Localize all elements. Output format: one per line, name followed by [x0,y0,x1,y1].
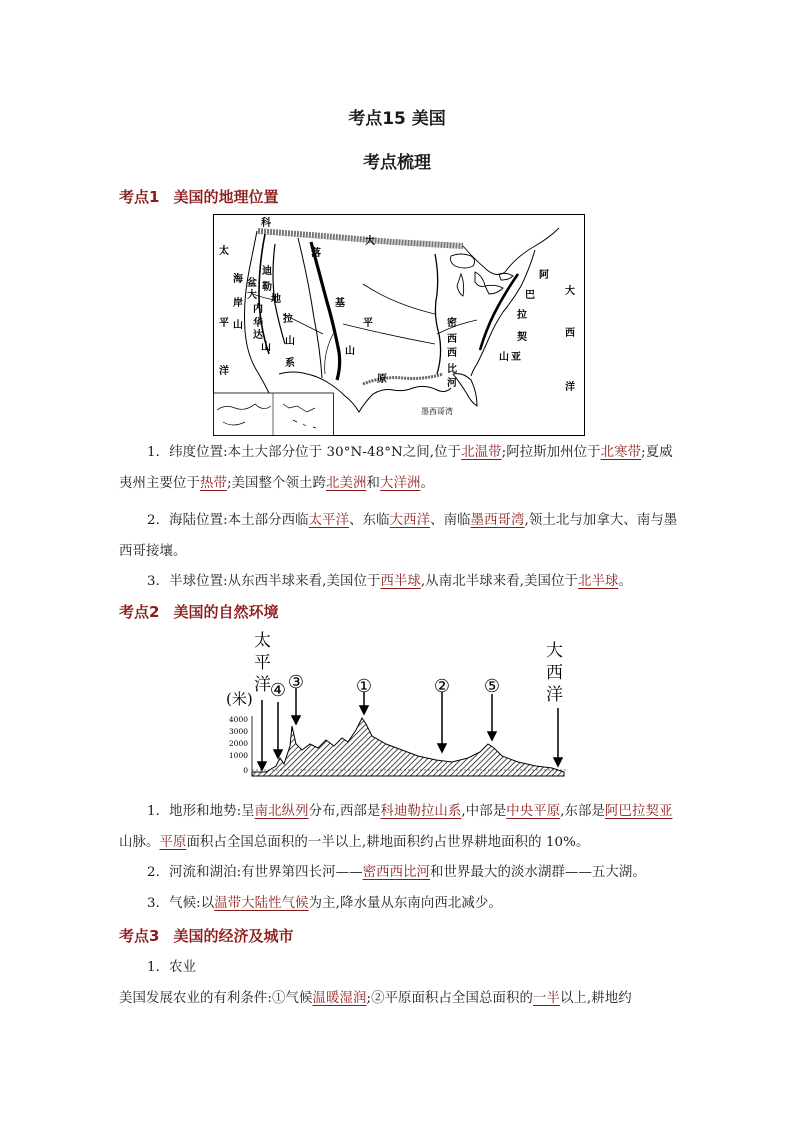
map-label: 洋 [565,382,575,393]
page-subtitle: 考点梳理 [363,153,431,173]
profile-right-ocean-char: 西 [546,663,563,683]
sec1-p1-text: ;阿拉斯加州位于 [501,445,601,460]
answer-blank: 密西西比河 [362,865,431,880]
answer-blank: 太平洋 [308,513,350,528]
usa-map-figure [213,214,585,440]
map-label: 阿 [539,270,549,281]
terrain-profile [226,626,572,786]
sec1-p3-text: ,从南北半球来看,美国位于 [420,574,579,589]
profile-tick: 3000 [228,727,248,736]
sec1-paragraph-3 [119,566,679,597]
sec3-p2-text: ;②平原面积占全国总面积的 [366,991,533,1006]
sec1-p3-text: 。 [618,574,633,589]
sec3-p2-text: 美国发展农业的有利条件:①气候 [119,991,313,1006]
answer-blank: 阿巴拉契亚 [605,804,673,819]
answer-blank: 热带 [199,476,227,491]
profile-left-ocean-char: 洋 [254,675,271,695]
profile-left-ocean-char: 平 [254,653,271,673]
map-label: 科 [261,218,271,229]
answer-blank: 西半球 [380,574,421,589]
sec1-p1-text: ;美国整个领土跨 [226,476,326,491]
section-2-title: 美国的自然环境 [173,603,279,621]
section-1-number: 考点1 [119,188,160,206]
sec2-p1-text: 山脉。 [119,835,160,850]
sec3-paragraph-2 [119,983,679,1014]
map-label: 西 [447,348,457,359]
section-1-heading [119,186,278,207]
answer-blank: 温暖湿润 [312,991,367,1006]
answer-blank: 科迪勒拉山系 [380,804,462,819]
section-1-title: 美国的地理位置 [173,188,279,206]
map-label: 大 [365,236,375,247]
profile-right-ocean-char: 大 [546,641,563,661]
map-label: 基 [335,298,345,309]
map-label: 契 [517,332,527,343]
sec2-paragraph-3 [119,888,679,919]
sec2-paragraph-1 [119,796,679,858]
sec1-paragraph-2 [119,505,679,567]
sec3-p2-text: 以上,耕地约 [559,991,632,1006]
map-label: 勒 [262,282,272,293]
usa-map [213,214,585,436]
profile-marker: ② [433,676,451,697]
answer-blank: 北温带 [461,445,502,460]
sec1-p2-text: 、东临 [349,513,390,528]
sec2-p2-text: 和世界最大的淡水湖群——五大湖。 [430,865,646,880]
map-label: 亚 [511,352,521,363]
sec2-p3-text: 为主,降水量从东南向西北减少。 [308,896,502,911]
sec1-p1-text: ;夏威夷州主要位于 [119,445,673,491]
map-label: 西 [447,334,457,345]
answer-blank: 中央平原 [506,804,561,819]
map-label: 巴 [525,290,535,301]
sec1-p2-text: 2．海陆位置:本土部分西临 [147,513,309,528]
profile-tick: 1000 [228,751,248,760]
profile-unit: (米) [226,690,253,708]
sec2-p1-text: 面积占全国总面积的一半以上,耕地面积约占世界耕地面积的 10%。 [186,835,590,850]
profile-tick: 0 [243,766,248,775]
sec1-p2-text: 、南临 [430,513,471,528]
section-3-number: 考点3 [119,927,160,945]
map-label: 系 [285,358,295,369]
profile-right-ocean-char: 洋 [546,685,563,705]
terrain-profile-figure [226,626,572,790]
profile-marker: ④ [269,680,287,701]
section-3-heading [119,925,293,946]
map-label: 岸 [233,298,243,309]
page-title: 考点15 美国 [348,109,446,129]
sec1-p2-text: ,领土北与加拿大、南与墨西哥接壤。 [119,513,678,559]
sec2-p2-text: 2．河流和湖泊:有世界第四长河—— [147,865,363,880]
sec1-p1-text: 和 [366,476,380,491]
map-label: 海 [233,274,243,285]
profile-marker: ③ [287,672,305,693]
map-label: 山 [233,320,243,331]
answer-blank: 墨西哥湾 [470,513,525,528]
map-label: 原 [377,374,387,385]
map-label: 西 [565,328,575,339]
profile-tick: 4000 [228,715,248,724]
map-label: 洋 [219,366,229,377]
map-label: 河 [447,378,457,389]
map-label: 华 [253,318,263,329]
answer-blank: 北美洲 [325,476,367,491]
profile-marker: ① [355,676,373,697]
map-label: 大 [565,286,575,297]
map-label: 内 [253,304,263,315]
sec2-p1-text: ,中部是 [461,804,507,819]
answer-blank: 南北纵列 [254,804,309,819]
map-label: 平 [219,318,229,329]
answer-blank: 大西洋 [389,513,431,528]
sec1-paragraph-1 [119,437,679,499]
sec1-p1-text: 1．纬度位置:本土大部分位于 30°N-48°N之间,位于 [147,445,462,460]
map-label: 山 [499,352,509,363]
answer-blank: 一半 [532,991,560,1006]
map-label: 落 [311,248,321,259]
profile-left-ocean-char: 太 [254,631,271,651]
answer-blank: 大洋洲 [379,476,421,491]
sec2-p1-text: ,东部是 [560,804,606,819]
map-label: 拉 [283,314,293,325]
map-label: 大 [247,290,257,301]
section-2-heading [119,601,278,622]
map-label: 盆 [247,278,257,289]
sec3-paragraph-1: 1．农业 [147,960,197,975]
map-label-gulf: 墨西哥湾 [421,407,453,416]
map-label: 比 [447,364,457,375]
map-label: 山 [345,346,355,357]
map-label: 山 [285,336,295,347]
profile-marker: ⑤ [483,676,501,697]
sec1-p1-text: 。 [420,476,434,491]
map-label: 密 [447,318,457,329]
sec2-p3-text: 3．气候:以 [147,896,215,911]
map-label: 平 [363,318,373,329]
section-2-number: 考点2 [119,603,160,621]
map-label: 地 [271,294,281,305]
sec2-paragraph-2 [119,857,679,888]
answer-blank: 温带大陆性气候 [214,896,309,911]
map-label: 拉 [517,310,527,321]
map-label: 达 [253,330,263,341]
map-label: 山 [261,342,271,353]
profile-tick: 2000 [228,739,248,748]
map-label: 迪 [262,266,272,277]
section-3-title: 美国的经济及城市 [173,927,294,945]
sec2-p1-text: 1．地形和地势:呈 [147,804,255,819]
answer-blank: 北半球 [578,574,619,589]
answer-blank: 北寒带 [600,445,642,460]
sec2-p1-text: 分布,西部是 [308,804,381,819]
map-label: 太 [219,246,229,257]
answer-blank: 平原 [159,835,187,850]
sec1-p3-text: 3．半球位置:从东西半球来看,美国位于 [147,574,381,589]
